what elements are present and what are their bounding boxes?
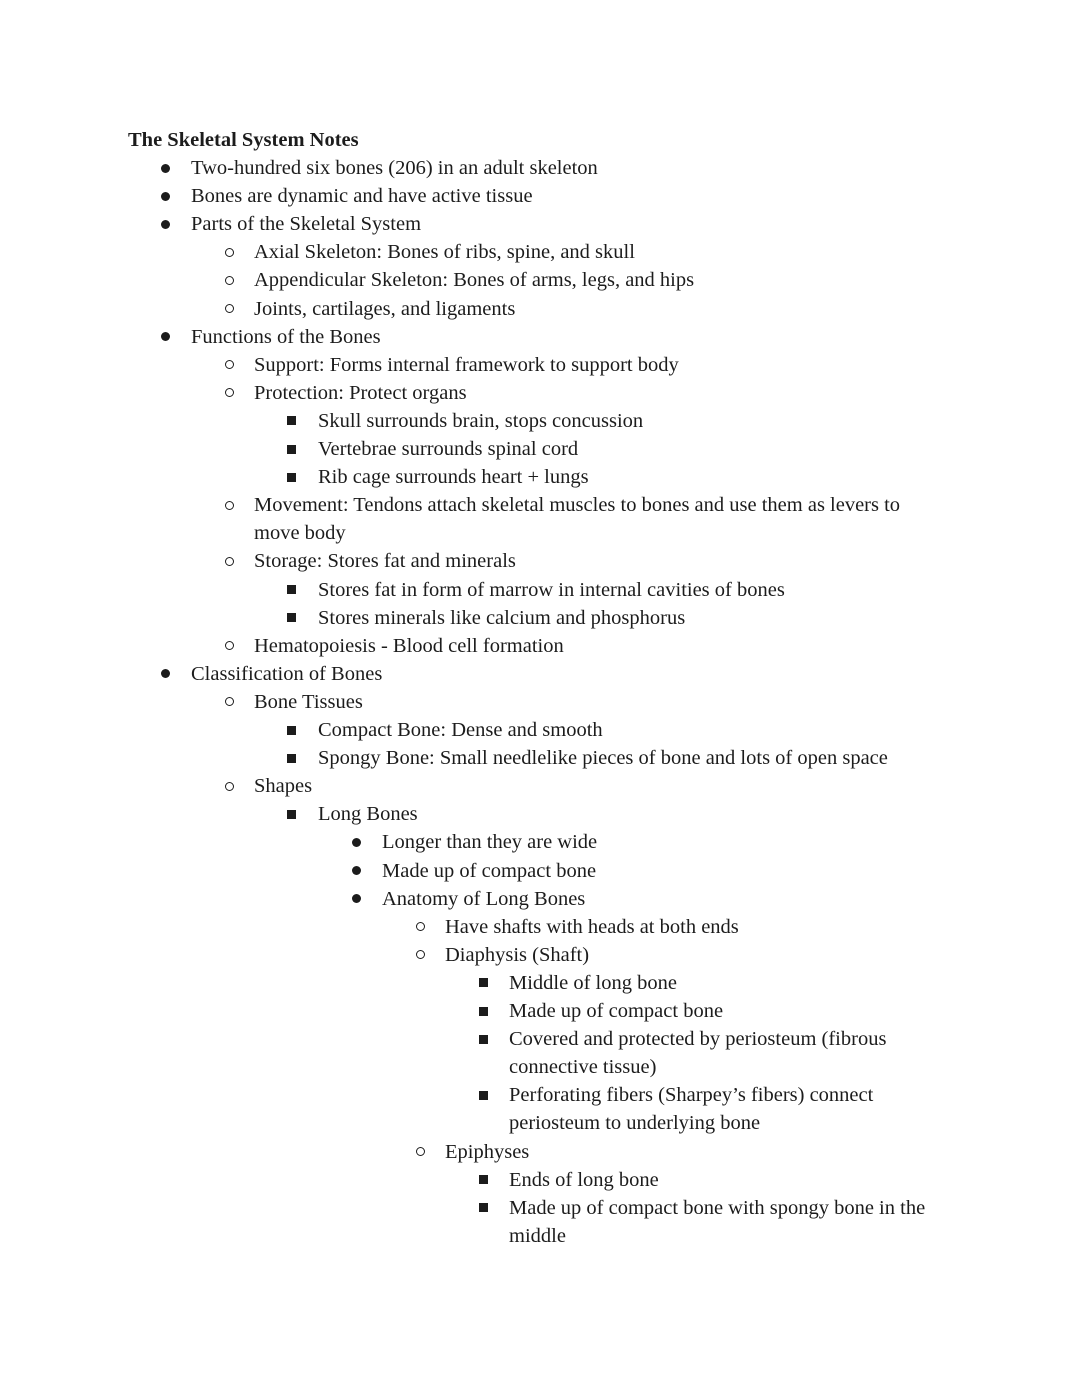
disc-bullet-icon bbox=[159, 182, 171, 210]
disc-bullet-icon bbox=[350, 828, 362, 856]
circle-bullet-icon bbox=[222, 632, 236, 660]
circle-bullet-icon bbox=[222, 266, 236, 294]
disc-bullet-icon bbox=[159, 154, 171, 182]
list-item-text: Epiphyses bbox=[445, 1140, 530, 1163]
list-item-text: Bones are dynamic and have active tissue bbox=[191, 185, 533, 208]
list-item-text: Vertebrae surrounds spinal cord bbox=[318, 438, 579, 460]
square-bullet-icon bbox=[477, 1194, 489, 1222]
disc-bullet-icon bbox=[159, 660, 171, 688]
square-bullet-icon bbox=[477, 1081, 489, 1109]
disc-bullet-icon bbox=[159, 323, 171, 351]
circle-bullet-icon bbox=[222, 772, 236, 800]
square-bullet-icon bbox=[285, 407, 297, 435]
list-item-text: Stores minerals like calcium and phosphorus bbox=[318, 606, 686, 629]
list-item-text: Hematopoiesis - Blood cell formation bbox=[254, 634, 564, 657]
list-item-text: Compact Bone: Dense and smooth bbox=[318, 719, 603, 741]
list-item-text: Stores fat in form of marrow in internal cavities of bones bbox=[318, 578, 785, 601]
disc-bullet-icon bbox=[350, 857, 362, 885]
circle-bullet-icon bbox=[222, 351, 236, 379]
page-title: The Skeletal System Notes bbox=[128, 129, 359, 151]
list-item-text: Two-hundred six bones (206) in an adult skeleton bbox=[191, 157, 598, 179]
circle-bullet-icon bbox=[222, 491, 236, 519]
circle-bullet-icon bbox=[222, 238, 236, 266]
list-item-text: Middle of long bone bbox=[509, 971, 677, 994]
circle-bullet-icon bbox=[413, 913, 427, 941]
square-bullet-icon bbox=[285, 576, 297, 604]
list-item-text: Movement: Tendons attach skeletal muscles to bones and use them as levers to move body bbox=[254, 494, 901, 545]
list-item-text: Storage: Stores fat and minerals bbox=[254, 550, 516, 573]
list-item-text: Bone Tissues bbox=[254, 690, 363, 713]
square-bullet-icon bbox=[477, 1025, 489, 1053]
square-bullet-icon bbox=[285, 604, 297, 632]
list-item-text: Classification of Bones bbox=[191, 662, 383, 685]
list-item-text: Protection: Protect organs bbox=[254, 381, 467, 404]
circle-bullet-icon bbox=[413, 1138, 427, 1166]
list-item-text: Parts of the Skeletal System bbox=[191, 213, 422, 236]
list-item-text: Made up of compact bone with spongy bone in the middle bbox=[509, 1196, 926, 1247]
list-item-text: Long Bones bbox=[318, 803, 418, 826]
list-item-text: Diaphysis (Shaft) bbox=[445, 943, 590, 966]
circle-bullet-icon bbox=[222, 295, 236, 323]
list-item-text: Joints, cartilages, and ligaments bbox=[254, 297, 516, 320]
circle-bullet-icon bbox=[222, 547, 236, 575]
list-item-text: Appendicular Skeleton: Bones of arms, legs, and hips bbox=[254, 269, 695, 292]
circle-bullet-icon bbox=[222, 379, 236, 407]
disc-bullet-icon bbox=[159, 210, 171, 238]
list-item-text: Longer than they are wide bbox=[382, 831, 598, 854]
square-bullet-icon bbox=[477, 969, 489, 997]
square-bullet-icon bbox=[285, 800, 297, 828]
list-item-text: Covered and protected by periosteum (fibrous connective tissue) bbox=[509, 1028, 887, 1079]
list-item-text: Rib cage surrounds heart + lungs bbox=[318, 466, 589, 489]
list-item-text: Axial Skeleton: Bones of ribs, spine, and skull bbox=[254, 241, 635, 264]
list-item-text: Have shafts with heads at both ends bbox=[445, 915, 739, 938]
list-item-text: Made up of compact bone bbox=[509, 1000, 724, 1022]
list-item-text: Shapes bbox=[254, 775, 313, 798]
list-item-text: Skull surrounds brain, stops concussion bbox=[318, 409, 644, 432]
list-item-text: Made up of compact bone bbox=[382, 859, 597, 882]
list-item-text: Functions of the Bones bbox=[191, 325, 381, 348]
square-bullet-icon bbox=[477, 1166, 489, 1194]
list-item-text: Spongy Bone: Small needlelike pieces of bone and lots of open space bbox=[318, 747, 888, 770]
list-item-text: Ends of long bone bbox=[509, 1168, 659, 1191]
disc-bullet-icon bbox=[350, 885, 362, 913]
square-bullet-icon bbox=[285, 716, 297, 744]
circle-bullet-icon bbox=[413, 941, 427, 969]
circle-bullet-icon bbox=[222, 688, 236, 716]
square-bullet-icon bbox=[477, 997, 489, 1025]
square-bullet-icon bbox=[285, 744, 297, 772]
square-bullet-icon bbox=[285, 463, 297, 491]
list-item-text: Anatomy of Long Bones bbox=[382, 887, 586, 910]
list-item-text: Support: Forms internal framework to support body bbox=[254, 353, 679, 376]
square-bullet-icon bbox=[285, 435, 297, 463]
list-item-text: Perforating fibers (Sharpey’s fibers) connect periosteum to underlying bone bbox=[509, 1084, 874, 1135]
